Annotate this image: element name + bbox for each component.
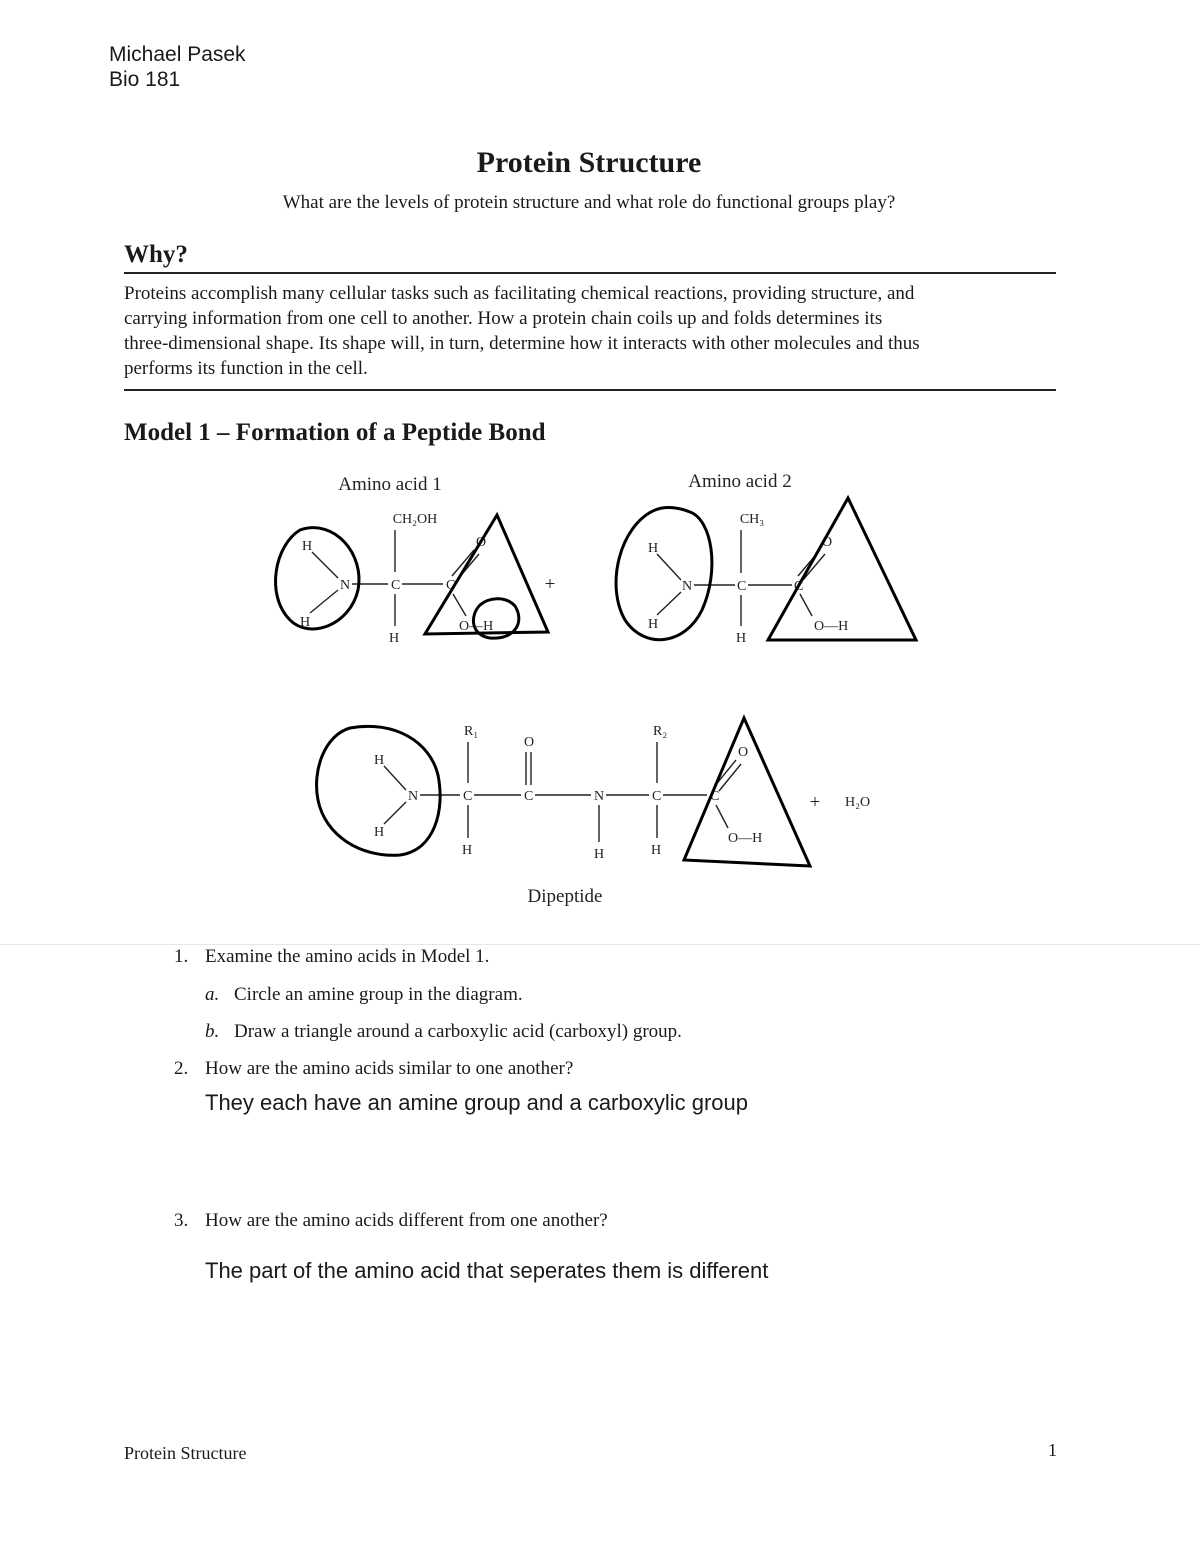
atom-h: H: [462, 843, 473, 858]
author-block: [109, 42, 246, 92]
footer-title: Protein Structure: [124, 1443, 247, 1463]
amino-acid-2-label: Amino acid 2: [688, 471, 792, 492]
why-top-rule: [124, 272, 1056, 274]
author-name: Michael Pasek: [109, 43, 246, 66]
atom-c: C: [710, 789, 720, 804]
why-line: three-dimensional shape. Its shape will, in turn, determine how it interacts with other molecules and thus: [124, 333, 920, 354]
scan-divider: [0, 944, 1200, 945]
r-group-2: CH₃: [739, 512, 765, 527]
atom-c: C: [794, 579, 804, 594]
answer-3[interactable]: The part of the amino acid that seperates them is different: [205, 1258, 769, 1283]
plus-sign: +: [544, 574, 556, 595]
r-group-r1: R₁: [464, 724, 479, 739]
question-1a-num: a.: [205, 984, 220, 1005]
atom-h: H: [302, 539, 313, 554]
atom-h: H: [389, 631, 400, 646]
atom-h: H: [651, 843, 662, 858]
atom-c: C: [524, 789, 534, 804]
model1-heading: Model 1 – Formation of a Peptide Bond: [124, 419, 546, 446]
atom-c: C: [652, 789, 662, 804]
answer-2[interactable]: They each have an amine group and a carboxylic group: [205, 1090, 749, 1115]
hydroxyl-group: O—H: [814, 619, 849, 634]
why-line: carrying information from one cell to another. How a protein chain coils up and folds determines its: [124, 308, 883, 329]
hand-drawn-marks-1: [276, 515, 548, 638]
why-heading: Why?: [124, 241, 188, 268]
atom-o: O: [524, 735, 535, 750]
carboxyl-triangle-annotation: [425, 515, 548, 634]
atom-h: H: [594, 847, 605, 862]
atom-h: H: [648, 541, 659, 556]
water-molecule: H₂O: [845, 795, 871, 810]
question-2-text: How are the amino acids similar to one another?: [205, 1058, 574, 1079]
atom-o: O: [738, 745, 749, 760]
dipeptide-label: Dipeptide: [527, 886, 603, 907]
atom-c: C: [737, 579, 747, 594]
question-1b-text: Draw a triangle around a carboxylic acid (carboxyl) group.: [234, 1021, 682, 1042]
why-line: performs its function in the cell.: [124, 358, 368, 379]
page-number: 1: [1048, 1440, 1057, 1460]
amino-acid-2-bonds: [657, 530, 825, 626]
r-group-r2: R₂: [653, 724, 668, 739]
why-paragraph: [124, 281, 1056, 381]
atom-h: H: [736, 631, 747, 646]
atom-h: H: [374, 825, 385, 840]
hydroxyl-group: O—H: [459, 619, 494, 634]
atom-o: O: [822, 535, 833, 550]
page-subtitle: What are the levels of protein structure and what role do functional groups play?: [282, 192, 896, 213]
course-name: Bio 181: [109, 68, 181, 91]
question-1-text: Examine the amino acids in Model 1.: [205, 946, 490, 967]
question-1-num: 1.: [174, 946, 189, 967]
question-1b-num: b.: [205, 1021, 220, 1042]
amino-acid-1-label: Amino acid 1: [338, 474, 442, 495]
atom-n: N: [408, 789, 419, 804]
why-line: Proteins accomplish many cellular tasks such as facilitating chemical reactions, providing structure, and: [124, 283, 915, 304]
plus-sign: +: [809, 792, 821, 813]
question-3-num: 3.: [174, 1210, 189, 1231]
atom-c: C: [446, 578, 456, 593]
atom-n: N: [340, 578, 351, 593]
r-group-1: CH₂OH: [392, 512, 438, 527]
dipeptide-bonds: [384, 742, 741, 842]
atom-n: N: [682, 579, 693, 594]
amine-circle-annotation: [616, 508, 712, 640]
question-2-num: 2.: [174, 1058, 189, 1079]
atom-h: H: [648, 617, 659, 632]
question-1a-text: Circle an amine group in the diagram.: [234, 984, 523, 1005]
peptide-bond-diagram: [0, 460, 1200, 920]
atom-h: H: [374, 753, 385, 768]
atom-c: C: [463, 789, 473, 804]
atom-o: O: [476, 535, 487, 550]
atom-n: N: [594, 789, 605, 804]
question-3-text: How are the amino acids different from one another?: [205, 1210, 608, 1231]
hydroxyl-group: O—H: [728, 831, 763, 846]
page-title: Protein Structure: [476, 146, 702, 179]
why-bottom-rule: [124, 389, 1056, 391]
hand-drawn-marks-2: [616, 498, 916, 640]
atom-c: C: [391, 578, 401, 593]
atom-h: H: [300, 615, 311, 630]
